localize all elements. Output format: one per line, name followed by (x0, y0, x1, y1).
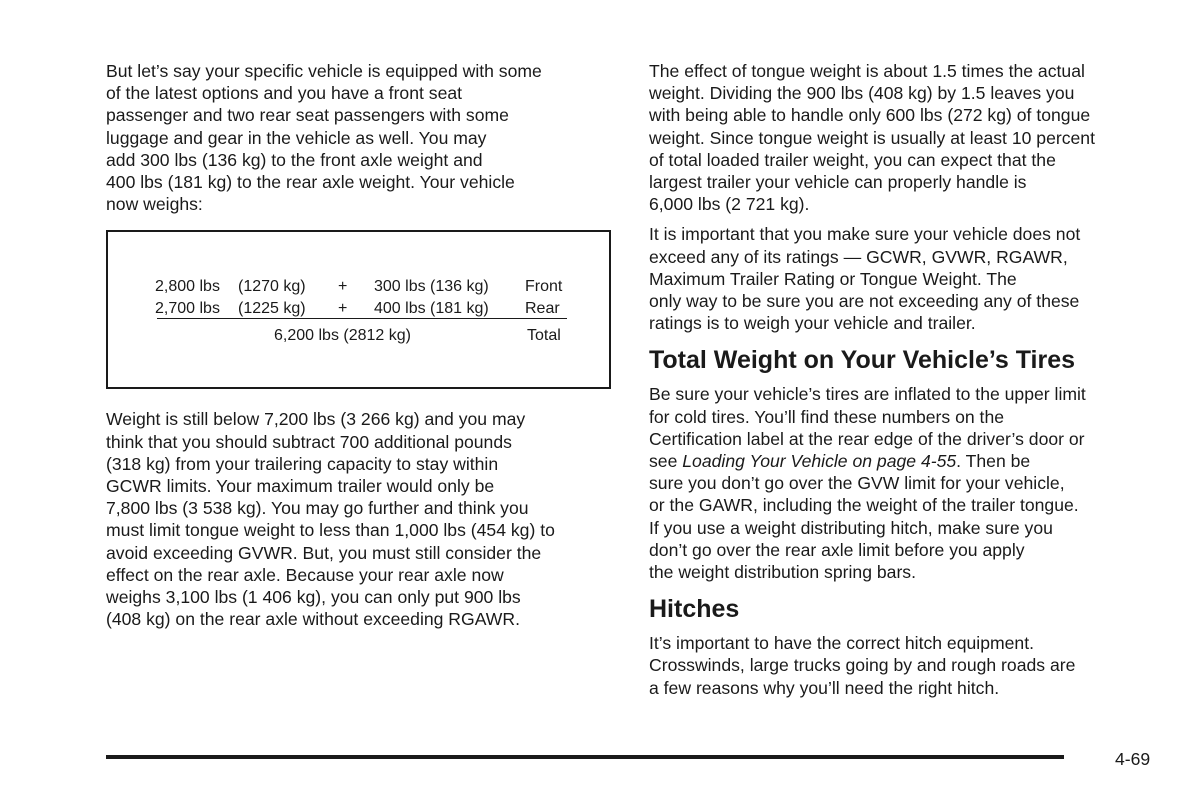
paragraph-vehicle-options (106, 60, 616, 215)
text-line: largest trailer your vehicle can properly handle is (649, 172, 1027, 193)
text-line: weighs 3,100 lbs (1 406 kg), you can only put 900 lbs (106, 587, 521, 608)
text-line: 7,800 lbs (3 538 kg). You may go further and think you (106, 498, 529, 519)
text-line: think that you should subtract 700 additional pounds (106, 431, 512, 452)
front-weight-lbs: 2,800 lbs (155, 278, 220, 296)
total-weight: 6,200 lbs (2812 kg) (274, 327, 411, 345)
rear-weight-lbs: 2,700 lbs (155, 300, 220, 318)
left-column (106, 60, 616, 630)
text-line: It’s important to have the correct hitch equipment. (649, 633, 1034, 654)
text-line: 400 lbs (181 kg) to the rear axle weight. Your vehicle (106, 172, 515, 193)
text-line: luggage and gear in the vehicle as well. You may (106, 127, 487, 148)
text-line: 6,000 lbs (2 721 kg). (649, 194, 810, 215)
front-label: Front (525, 278, 563, 296)
plus-sign: + (338, 278, 348, 296)
text-line: effect on the rear axle. Because your rear axle now (106, 564, 504, 585)
text-line (649, 450, 1164, 472)
rear-label: Rear (525, 300, 560, 318)
text-line: or the GAWR, including the weight of the trailer tongue. (649, 495, 1079, 516)
text-line: of the latest options and you have a front seat (106, 83, 463, 104)
text-line: Crosswinds, large trucks going by and rough roads are (649, 655, 1076, 676)
paragraph-hitches (649, 632, 1164, 699)
text-line: weight. Dividing the 900 lbs (408 kg) by 1.5 leaves you (649, 83, 1075, 104)
text-fragment: . Then be (956, 451, 1031, 472)
front-weight-kg: (1270 kg) (238, 278, 306, 296)
paragraph-ratings (649, 223, 1164, 334)
text-line: It is important that you make sure your vehicle does not (649, 224, 1081, 245)
text-line: avoid exceeding GVWR. But, you must still consider the (106, 542, 542, 563)
section-heading-hitches: Hitches (649, 595, 740, 624)
text-line: for cold tires. You’ll find these numbers on the (649, 406, 1005, 427)
total-label: Total (527, 327, 561, 345)
text-line: passenger and two rear seat passengers with some (106, 105, 509, 126)
text-line: don’t go over the rear axle limit before you apply (649, 539, 1025, 560)
text-fragment: see (649, 451, 683, 472)
text-line: now weighs: (106, 194, 203, 215)
paragraph-tires (649, 383, 1164, 583)
text-line: sure you don’t go over the GVW limit for your vehicle, (649, 473, 1065, 494)
text-line: ratings is to weigh your vehicle and trailer. (649, 313, 976, 334)
page-number: 4-69 (1115, 749, 1151, 769)
rear-added-weight: 400 lbs (181 kg) (374, 300, 489, 318)
text-line: weight. Since tongue weight is usually at least 10 percent (649, 127, 1095, 148)
plus-sign: + (338, 300, 348, 318)
section-heading-total-weight: Total Weight on Your Vehicle’s Tires (649, 346, 1076, 375)
weight-calculation-figure (106, 230, 611, 389)
text-line: (318 kg) from your trailering capacity to stay within (106, 453, 499, 474)
rear-weight-kg: (1225 kg) (238, 300, 306, 318)
paragraph-tongue-weight (649, 60, 1164, 215)
text-line: Certification label at the rear edge of the driver’s door or (649, 428, 1085, 449)
text-line: with being able to handle only 600 lbs (272 kg) of tongue (649, 105, 1091, 126)
text-line: the weight distribution spring bars. (649, 562, 916, 583)
cross-reference: Loading Your Vehicle on page 4-55 (682, 451, 957, 472)
text-line: If you use a weight distributing hitch, make sure you (649, 517, 1053, 538)
right-column (649, 60, 1164, 699)
text-line: a few reasons why you’ll need the right hitch. (649, 677, 1000, 698)
paragraph-weight-limits (106, 408, 616, 630)
front-added-weight: 300 lbs (136 kg) (374, 278, 489, 296)
text-line: Be sure your vehicle’s tires are inflated to the upper limit (649, 384, 1086, 405)
text-line: But let’s say your specific vehicle is equipped with some (106, 61, 542, 81)
text-line: must limit tongue weight to less than 1,000 lbs (454 kg) to (106, 520, 555, 541)
text-line: The effect of tongue weight is about 1.5 times the actual (649, 61, 1085, 81)
footer-rule (106, 755, 1064, 759)
text-line: of total loaded trailer weight, you can expect that the (649, 149, 1056, 170)
text-line: only way to be sure you are not exceeding any of these (649, 291, 1080, 312)
sum-rule (157, 318, 567, 319)
text-line: exceed any of its ratings — GCWR, GVWR, RGAWR, (649, 246, 1068, 267)
text-line: (408 kg) on the rear axle without exceeding RGAWR. (106, 609, 520, 630)
text-line: GCWR limits. Your maximum trailer would only be (106, 476, 495, 497)
text-line: Weight is still below 7,200 lbs (3 266 kg) and you may (106, 409, 526, 430)
text-line: add 300 lbs (136 kg) to the front axle weight and (106, 149, 483, 170)
text-line: Maximum Trailer Rating or Tongue Weight. The (649, 268, 1017, 289)
